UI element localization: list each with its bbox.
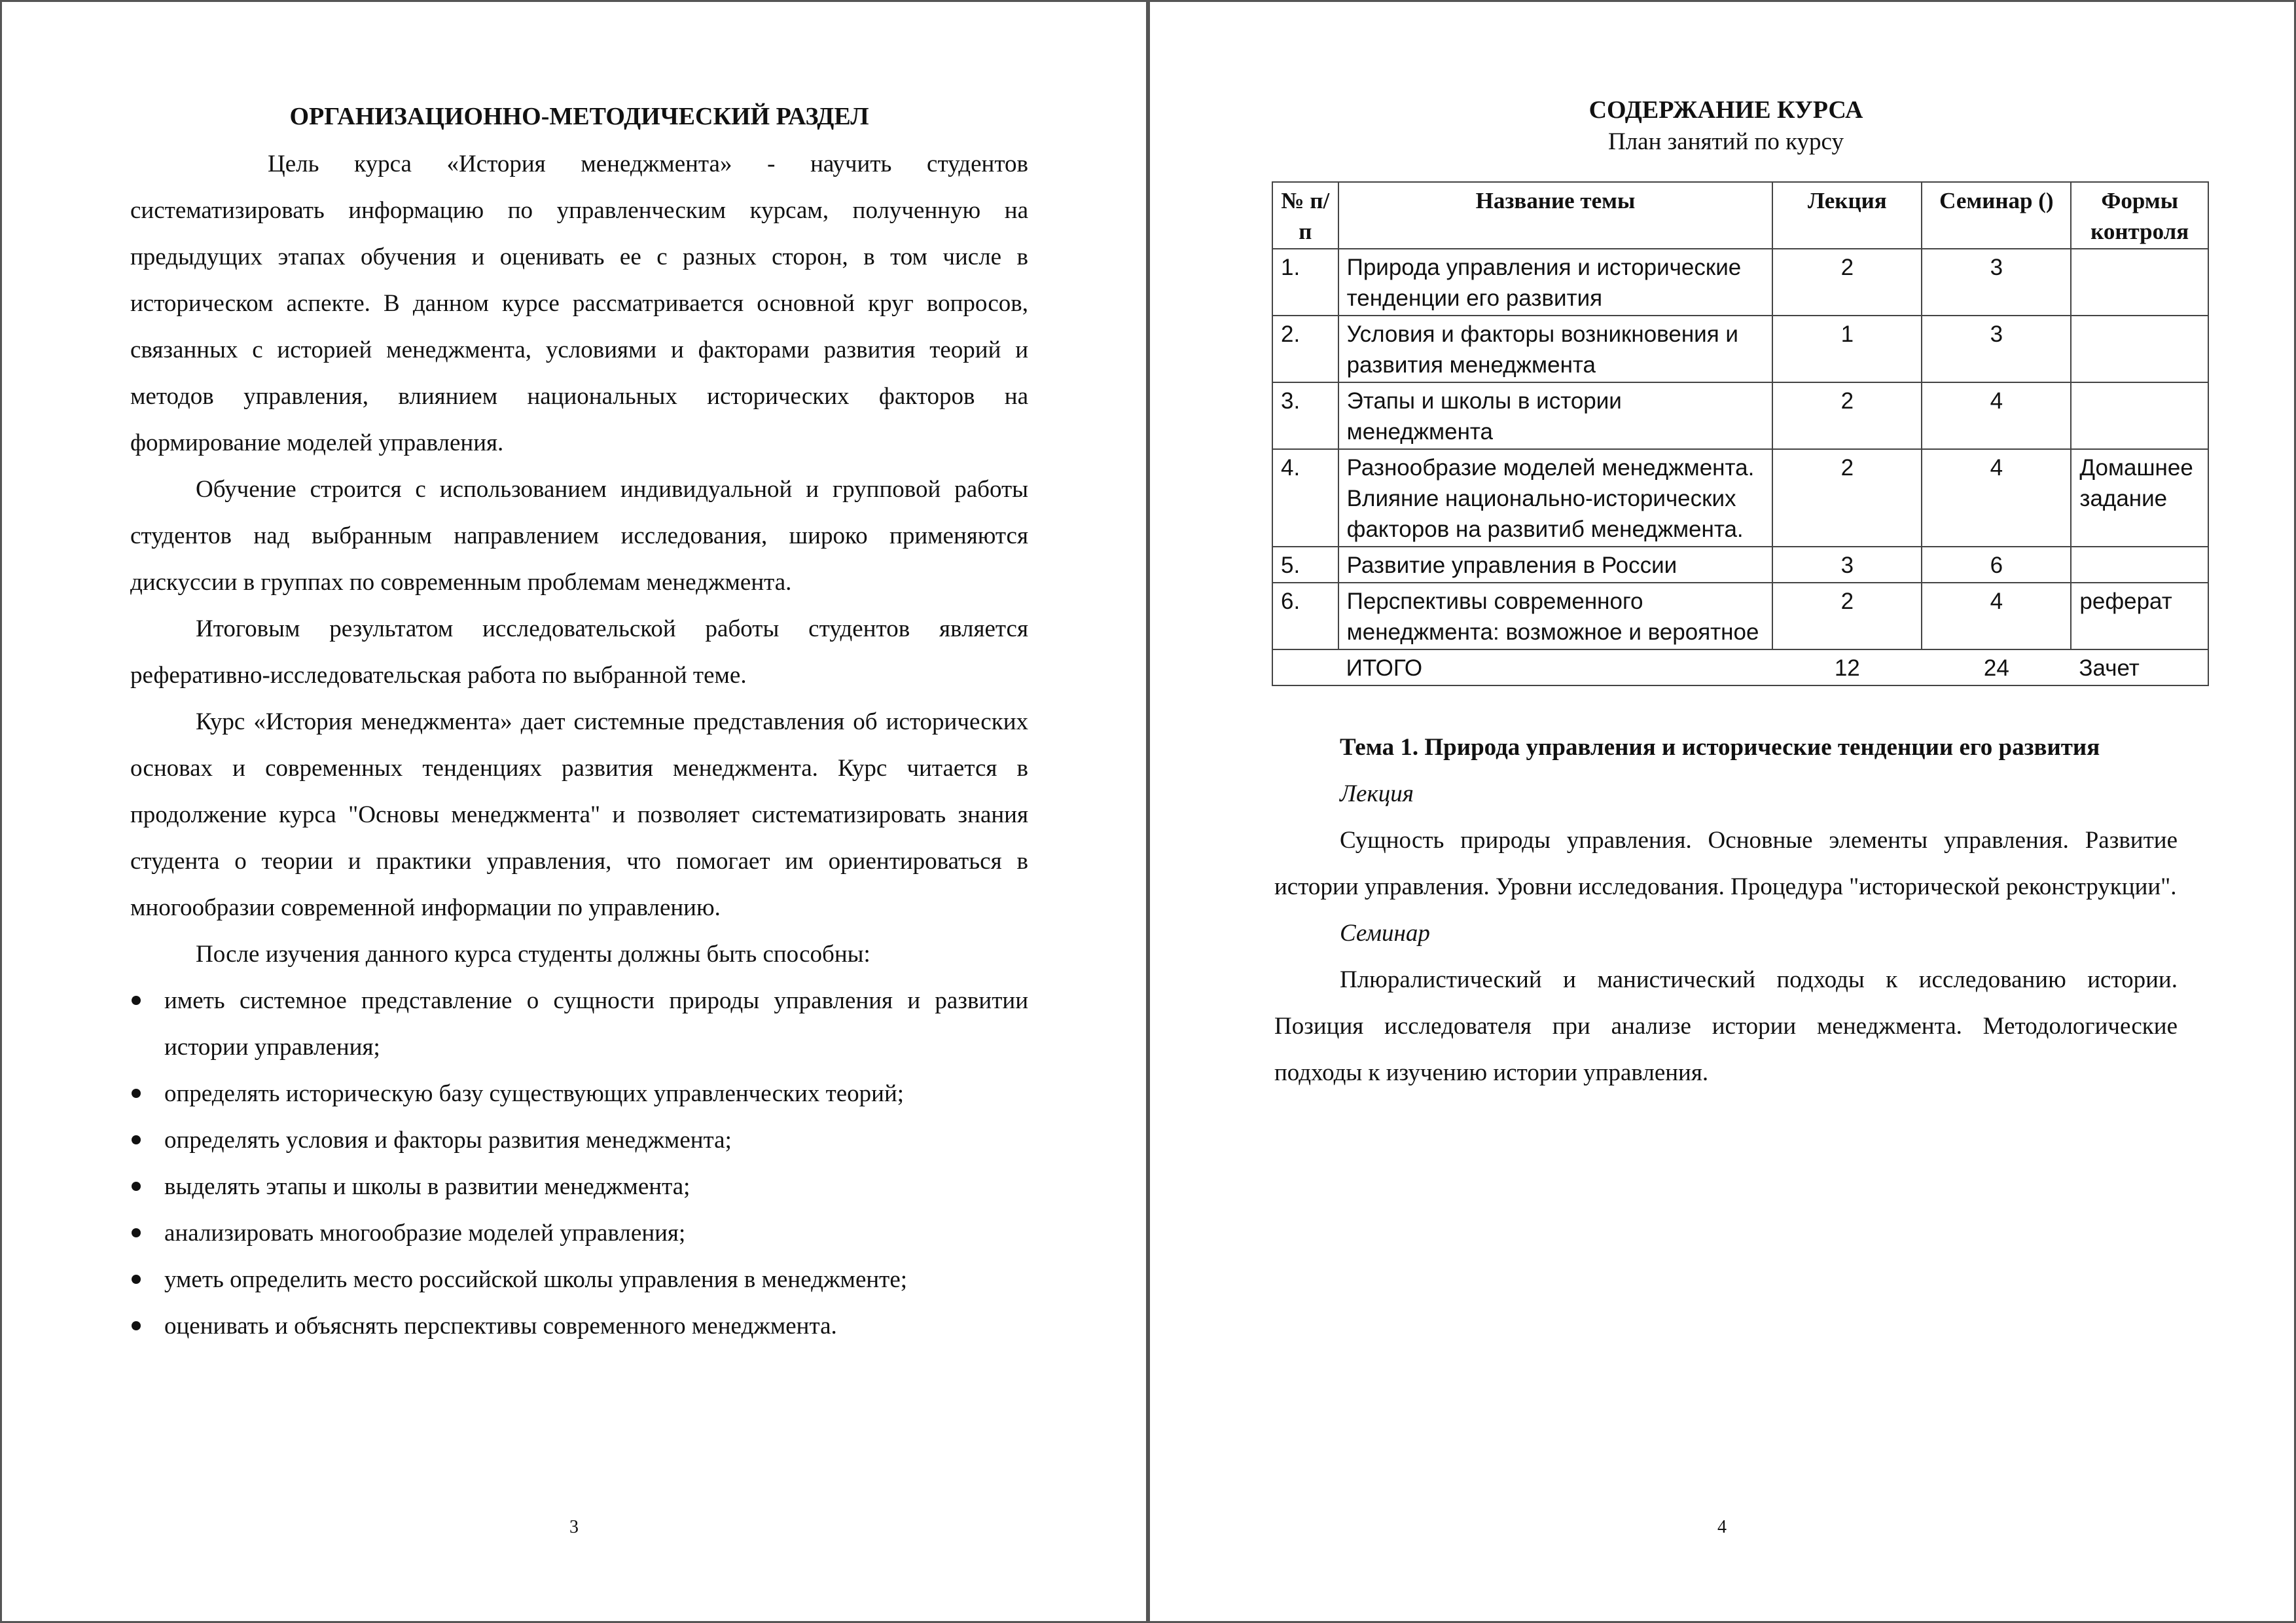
table-header-row [1272, 182, 2208, 249]
cell-num: 5. [1272, 547, 1338, 583]
list-item [130, 1256, 1028, 1303]
cell-topic: Развитие управления в России [1338, 547, 1773, 583]
list-item-text: уметь определить место российской школы управления в менеджменте; [164, 1266, 908, 1293]
list-item [130, 977, 1028, 1070]
list-item [130, 1070, 1028, 1117]
lecture-text: Сущность природы управления. Основные элементы управления. Развитие истории управления. Уровни исследования. Процедура "исторической реконструкции". [1274, 827, 2178, 900]
cell-control-form [2071, 382, 2208, 449]
list-item-text: определять условия и факторы развития менеджмента; [164, 1127, 732, 1154]
cell-seminar: 3 [1922, 249, 2071, 316]
cell-lecture: 2 [1772, 449, 1922, 547]
list-item [130, 1303, 1028, 1349]
bullet-icon [132, 1135, 141, 1144]
cell-topic: Перспективы современного менеджмента: возможное и вероятное [1338, 583, 1773, 649]
table-row [1272, 249, 2208, 316]
cell-lecture: 2 [1772, 583, 1922, 649]
list-item-text: иметь системное представление о сущности природы управления и развитии истории управления; [164, 987, 1028, 1061]
cell-topic: Этапы и школы в истории менеджмента [1338, 382, 1773, 449]
bullet-icon [132, 1089, 141, 1098]
section-heading: ОРГАНИЗАЦИОННО-МЕТОДИЧЕСКИЙ РАЗДЕЛ [289, 103, 869, 130]
table-row [1272, 449, 2208, 547]
paragraph-learning: Обучение строится с использованием индивидуальной и групповой работы студентов над выбранным направлением исследования, широко применяются дискуссии в группах по современным проблемам менеджмента. [130, 476, 1028, 596]
course-content-title: СОДЕРЖАНИЕ КУРСА [1588, 96, 1863, 124]
list-item-text: анализировать многообразие моделей управления; [164, 1220, 686, 1247]
cell-lecture: 1 [1772, 316, 1922, 382]
cell-topic: Природа управления и исторические тенденции его развития [1338, 249, 1773, 316]
header-lecture: Лекция [1772, 182, 1922, 249]
cell-lecture: 2 [1772, 249, 1922, 316]
topic-title: Тема 1. Природа управления и исторические тенденции его развития [1340, 734, 2100, 761]
cell-num: 4. [1272, 449, 1338, 547]
list-item-text: определять историческую базу существующих управленческих теорий; [164, 1080, 905, 1107]
bullet-icon [132, 1228, 141, 1237]
topic-section [1274, 724, 2178, 1096]
cell-num: 6. [1272, 583, 1338, 649]
cell-seminar: 4 [1922, 583, 2071, 649]
cell-seminar: 4 [1922, 382, 2071, 449]
list-item [130, 1210, 1028, 1256]
bullet-icon [132, 1275, 141, 1284]
seminar-label: Семинар [1340, 920, 1430, 947]
cell-total-form: Зачет [2071, 649, 2208, 685]
cell-total-seminar: 24 [1922, 649, 2071, 685]
table-row [1272, 382, 2208, 449]
list-item-text: выделять этапы и школы в развитии менеджмента; [164, 1173, 691, 1200]
left-page-content [130, 92, 1028, 1349]
cell-seminar: 4 [1922, 449, 2071, 547]
header-num: № п/п [1272, 182, 1338, 249]
lesson-plan-table [1272, 181, 2209, 686]
header-topic: Название темы [1338, 182, 1773, 249]
paragraph-goal: Цель курса «История менеджмента» - научить студентов систематизировать информацию по управленческим курсам, полученную на предыдущих этапах обучения и оценивать ее с разных сторон, в том числе в историческом аспекте. В данном курсе рассматривается основной круг вопросов, связанных с историей менеджмента, условиями и факторами развития теорий и методов управления, влиянием национальных исторических факторов на формирование моделей управления. [130, 151, 1028, 456]
list-item [130, 1117, 1028, 1163]
bullet-icon [132, 996, 141, 1005]
seminar-text: Плюралистический и манистический подходы к исследованию истории. Позиция исследователя при анализе истории менеджмента. Методологические подходы к изучению истории управления. [1274, 966, 2178, 1086]
page-right [1148, 0, 2296, 1623]
cell-control-form [2071, 316, 2208, 382]
right-page-content [1274, 92, 2193, 1096]
cell-lecture: 2 [1772, 382, 1922, 449]
cell-topic: Условия и факторы возникновения и развития менеджмента [1338, 316, 1773, 382]
cell-num: 2. [1272, 316, 1338, 382]
table-row [1272, 583, 2208, 649]
cell-control-form [2071, 249, 2208, 316]
cell-num: 1. [1272, 249, 1338, 316]
page-number: 3 [569, 1517, 579, 1537]
cell-control-form [2071, 547, 2208, 583]
cell-total-spacer [1272, 649, 1338, 685]
plan-subtitle: План занятий по курсу [1608, 128, 1844, 155]
paragraph-result: Итоговым результатом исследовательской работы студентов является реферативно-исследовательская работа по выбранной теме. [130, 615, 1028, 689]
lecture-label: Лекция [1340, 780, 1414, 807]
header-control-forms: Формы контроля [2071, 182, 2208, 249]
list-item [130, 1163, 1028, 1210]
cell-total-lecture: 12 [1772, 649, 1922, 685]
cell-seminar: 6 [1922, 547, 2071, 583]
cell-num: 3. [1272, 382, 1338, 449]
list-item-text: оценивать и объяснять перспективы современного менеджмента. [164, 1313, 837, 1340]
cell-control-form: Домашнее задание [2071, 449, 2208, 547]
bullet-icon [132, 1182, 141, 1191]
table-row [1272, 316, 2208, 382]
paragraph-outcomes-intro: После изучения данного курса студенты должны быть способны: [196, 941, 870, 968]
cell-topic: Разнообразие моделей менеджмента. Влияние национально-исторических факторов на развитиб менеджмента. [1338, 449, 1773, 547]
cell-control-form: реферат [2071, 583, 2208, 649]
table-row [1272, 547, 2208, 583]
cell-lecture: 3 [1772, 547, 1922, 583]
outcomes-list [130, 977, 1028, 1349]
header-seminar: Семинар () [1922, 182, 2071, 249]
page-number: 4 [1717, 1517, 1727, 1537]
paragraph-course: Курс «История менеджмента» дает системные представления об исторических основах и современных тенденциях развития менеджмента. Курс читается в продолжение курса "Основы менеджмента" и позволяет систематизировать знания студента о теории и практики управления, что помогает им ориентироваться в многообразии современной информации по управлению. [130, 708, 1028, 921]
table-total-row [1272, 649, 2208, 685]
cell-total-label: ИТОГО [1338, 649, 1773, 685]
bullet-icon [132, 1321, 141, 1330]
cell-seminar: 3 [1922, 316, 2071, 382]
